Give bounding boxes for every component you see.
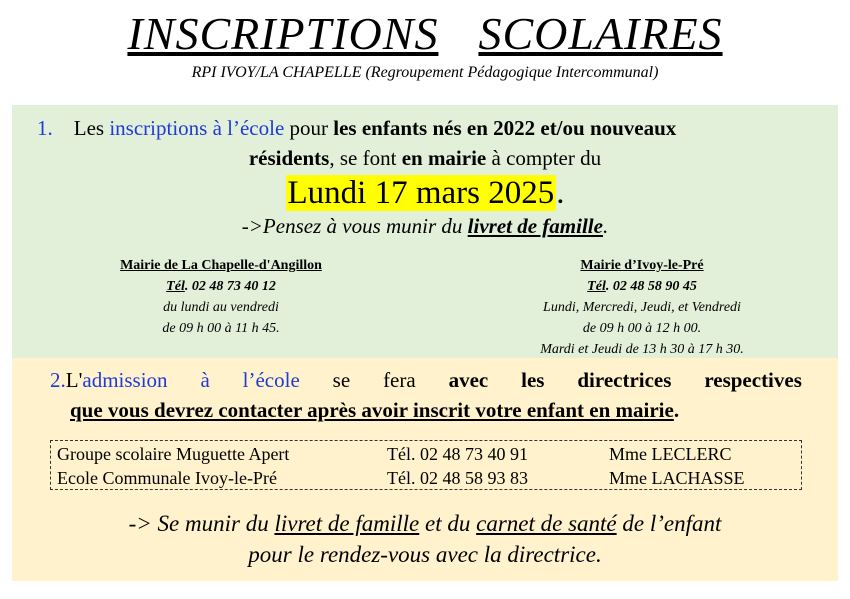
section-2-number: 2.	[50, 368, 66, 392]
closing-line-1	[12, 508, 838, 539]
inscriptions-phrase: inscriptions à l’école	[109, 116, 285, 140]
section-2-paragraph	[50, 365, 802, 425]
tel-number: . 02 48 58 90 45	[605, 279, 697, 294]
director-name: Mme LACHASSE	[609, 468, 745, 488]
contact-after-registration-phrase: que vous devrez contacter après avoir inscrit votre enfant en mairie	[70, 398, 674, 422]
admission-word: admission	[82, 368, 168, 392]
school-name: Groupe scolaire Muguette Apert	[57, 444, 290, 464]
mairie-hours: de 09 h 00 à 12 h 00.	[582, 321, 702, 336]
school-contacts-box	[50, 440, 802, 490]
closing-note	[12, 508, 838, 570]
school-name: Ecole Communale Ivoy-le-Pré	[57, 468, 277, 488]
text-fragment: Les	[73, 116, 110, 140]
text-fragment: avec	[448, 368, 489, 392]
closing-line-2: pour le rendez-vous avec la directrice.	[248, 542, 602, 567]
tel-label: Tél	[587, 279, 606, 294]
livret-de-famille-emphasis: livret de famille	[274, 511, 420, 536]
text-fragment: ->Pensez à vous munir du	[241, 214, 468, 238]
text-fragment: .	[556, 175, 565, 211]
director-name: Mme LECLERC	[609, 444, 732, 464]
text-fragment: .	[673, 398, 680, 422]
text-fragment: de l’enfant	[616, 511, 722, 536]
mairie-name: Mairie d’Ivoy-le-Pré	[580, 258, 704, 273]
mairie-chapelle-info	[56, 255, 386, 339]
title-part-1: INSCRIPTIONS	[127, 8, 439, 59]
text-fragment: respectives	[704, 368, 802, 392]
section-1-line-2	[12, 145, 838, 171]
tel-label: Tél	[166, 279, 185, 294]
text-fragment: , se font	[329, 146, 402, 170]
text-fragment: les	[521, 368, 545, 392]
start-date: Lundi 17 mars 2025	[287, 175, 555, 211]
subtitle: RPI IVOY/LA CHAPELLE (Regroupement Pédagogique Intercommunal)	[191, 64, 659, 81]
text-fragment: directrices	[577, 368, 672, 392]
school-phone: Tél. 02 48 73 40 91	[387, 444, 528, 464]
text-fragment: pour	[284, 116, 334, 140]
section-1-line-1	[37, 115, 817, 141]
text-fragment: se	[332, 368, 351, 392]
mairie-hours: de 09 h 00 à 11 h 45.	[162, 321, 280, 336]
title-part-2: SCOLAIRES	[478, 8, 723, 59]
text-fragment: à	[200, 368, 210, 392]
reminder-livret	[12, 213, 838, 239]
ecole-word: l’école	[242, 368, 300, 392]
section-2-line-2	[50, 395, 802, 425]
text-fragment: et du	[419, 511, 477, 536]
tel-number: . 02 48 73 40 12	[184, 279, 276, 294]
section-2-line-1	[50, 365, 802, 395]
mairie-hours: Lundi, Mercredi, Jeudi, et Vendredi	[543, 300, 741, 315]
mairie-hours: du lundi au vendredi	[163, 300, 279, 315]
children-born-phrase: les enfants nés en 2022 et/ou nouveaux	[333, 116, 677, 140]
start-date-row	[12, 171, 838, 215]
livret-de-famille-emphasis: livret de famille	[467, 214, 603, 238]
mairie-phone	[56, 276, 386, 297]
text-fragment: fera	[383, 368, 416, 392]
carnet-de-sante-emphasis: carnet de santé	[476, 511, 617, 536]
mairie-phone	[477, 276, 807, 297]
text-fragment: .	[602, 214, 609, 238]
residents-word: résidents	[248, 146, 330, 170]
text-fragment: -> Se munir du	[128, 511, 275, 536]
section-1-block	[12, 105, 838, 358]
school-phone: Tél. 02 48 58 93 83	[387, 468, 528, 488]
section-2-block	[12, 358, 838, 581]
text-fragment: L'	[65, 368, 83, 392]
mairie-hours: Mardi et Jeudi de 13 h 30 à 17 h 30.	[540, 342, 744, 357]
admission-phrase	[50, 365, 168, 395]
section-1-number: 1.	[37, 116, 53, 140]
text-fragment: à compter du	[486, 146, 602, 170]
page-title	[0, 8, 850, 60]
mairie-ivoy-info	[477, 255, 807, 360]
mairie-name: Mairie de La Chapelle-d'Angillon	[120, 258, 322, 273]
en-mairie-phrase: en mairie	[401, 146, 487, 170]
